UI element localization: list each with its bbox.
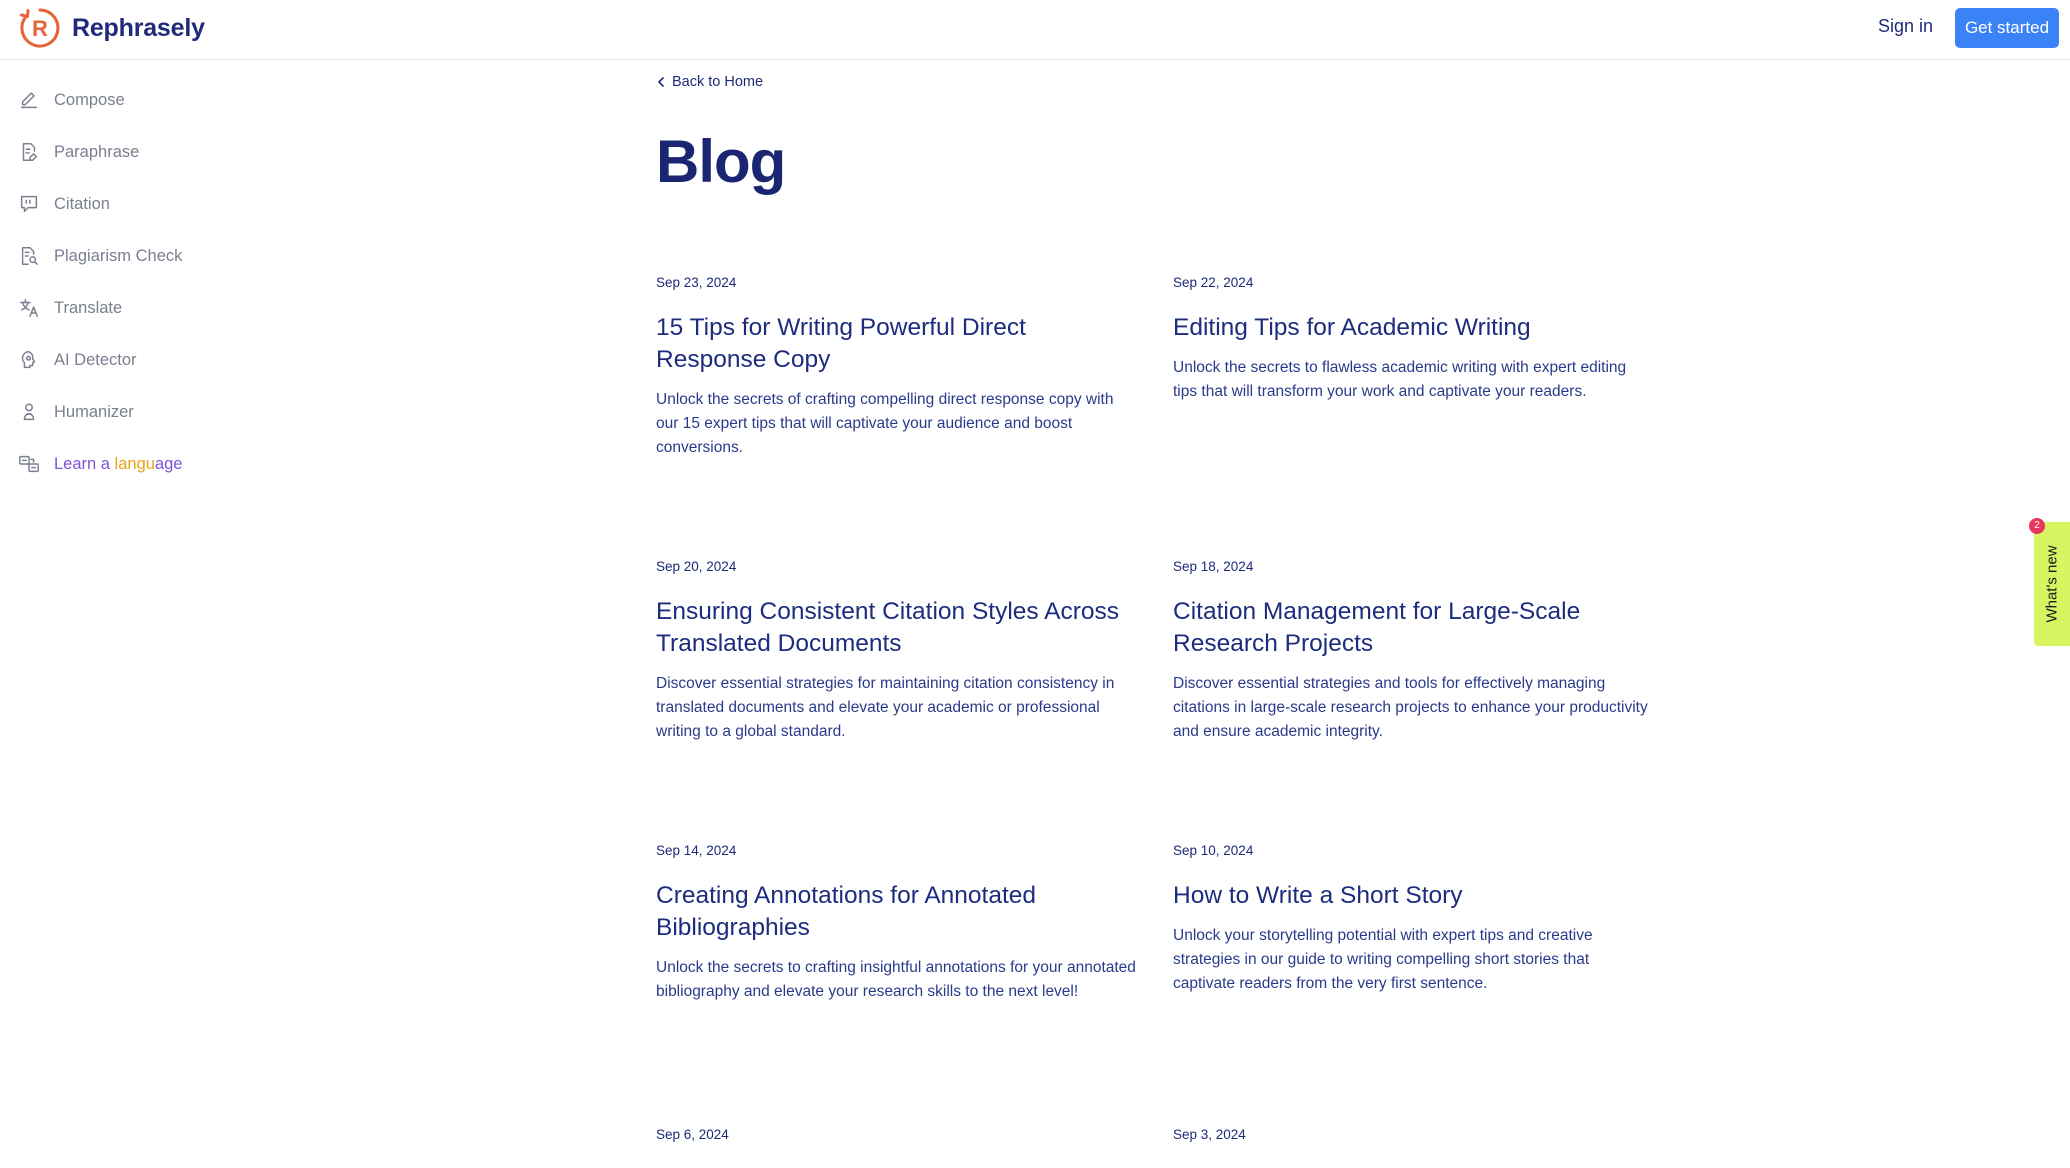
svg-text:R: R — [32, 16, 48, 41]
language-cards-icon — [18, 453, 40, 475]
post-date: Sep 18, 2024 — [1173, 559, 1254, 574]
sidebar-item-label: Plagiarism Check — [54, 246, 183, 265]
sidebar-item-label: Citation — [54, 194, 110, 213]
blog-post-card[interactable] — [656, 843, 1136, 1004]
back-to-home-link[interactable] — [656, 74, 763, 90]
post-description: Unlock the secrets to crafting insightful annotations for your annotated bibliography and elevate your research skills to the next level! — [656, 959, 1136, 1000]
whats-new-tab[interactable] — [2034, 522, 2070, 646]
whats-new-label: What's new — [2043, 545, 2061, 623]
back-label: Back to Home — [672, 74, 764, 90]
post-description: Discover essential strategies for maintaining citation consistency in translated documents and elevate your academic or professional writing to a global standard. — [656, 675, 1115, 740]
logo-text: Rephrasely — [72, 13, 205, 42]
sidebar-item-label: Humanizer — [54, 402, 134, 421]
sidebar-item-plagiarism-check[interactable] — [18, 241, 182, 271]
blog-post-card[interactable] — [1173, 559, 1653, 744]
sidebar-item-humanizer[interactable] — [18, 397, 134, 427]
brain-icon — [18, 349, 40, 371]
sidebar-item-citation[interactable] — [18, 189, 110, 219]
post-date: Sep 6, 2024 — [656, 1127, 729, 1142]
quote-bubble-icon — [18, 193, 40, 215]
sidebar-item-ai-detector[interactable] — [18, 345, 137, 375]
post-title[interactable]: Creating Annotations for Annotated Bibliographies — [656, 882, 1037, 941]
post-title[interactable]: How to Write a Short Story — [1173, 882, 1463, 909]
sidebar-item-label: Compose — [54, 90, 125, 109]
blog-post-card[interactable] — [656, 559, 1136, 744]
humanizer-icon — [18, 401, 40, 423]
post-date: Sep 23, 2024 — [656, 275, 737, 290]
learn-label-part: age — [154, 454, 183, 473]
pencil-icon — [18, 89, 40, 111]
post-description: Discover essential strategies and tools for effectively managing citations in large-scale research projects to enhance your productivity and ensure academic integrity. — [1173, 675, 1648, 740]
sign-in-link[interactable]: Sign in — [1878, 16, 1934, 36]
sidebar-item-learn-a-language[interactable] — [18, 449, 182, 479]
post-date: Sep 3, 2024 — [1173, 1127, 1246, 1142]
get-started-button[interactable]: Get started — [1955, 8, 2059, 48]
translate-icon — [18, 297, 40, 319]
post-description: Unlock the secrets of crafting compelling direct response copy with our 15 expert tips that will captivate your audience and boost conversions. — [656, 391, 1114, 456]
top-header — [0, 0, 2070, 60]
page-title: Blog — [656, 128, 786, 195]
post-date: Sep 20, 2024 — [656, 559, 737, 574]
sidebar-item-label — [54, 455, 182, 474]
document-search-icon — [18, 245, 40, 267]
post-title[interactable]: Citation Management for Large-Scale Research Projects — [1173, 598, 1581, 657]
post-date: Sep 22, 2024 — [1173, 275, 1254, 290]
post-date: Sep 10, 2024 — [1173, 843, 1254, 858]
sidebar-item-paraphrase[interactable] — [18, 137, 139, 167]
post-title[interactable]: Ensuring Consistent Citation Styles Across Translated Documents — [656, 598, 1119, 657]
blog-post-card[interactable] — [1173, 275, 1653, 404]
logo[interactable] — [18, 6, 205, 50]
post-title[interactable]: Editing Tips for Academic Writing — [1173, 314, 1531, 341]
sidebar-item-compose[interactable] — [18, 85, 125, 115]
learn-label-part: Learn a — [54, 454, 115, 473]
sidebar-item-label: AI Detector — [54, 350, 137, 369]
chevron-left-icon — [656, 76, 666, 88]
learn-label-part: langu — [114, 454, 155, 473]
blog-post-card[interactable] — [656, 275, 1136, 460]
blog-post-card[interactable] — [1173, 1127, 1653, 1147]
post-description: Unlock your storytelling potential with expert tips and creative strategies in our guide to writing compelling short stories that captivate readers from the very first sentence. — [1173, 927, 1593, 992]
sidebar-item-label: Paraphrase — [54, 142, 140, 161]
document-edit-icon — [18, 141, 40, 163]
blog-post-card[interactable] — [1173, 843, 1653, 996]
post-title[interactable]: 15 Tips for Writing Powerful Direct Response Copy — [656, 314, 1026, 373]
sidebar-item-translate[interactable] — [18, 293, 122, 323]
post-date: Sep 14, 2024 — [656, 843, 737, 858]
post-description: Unlock the secrets to flawless academic writing with expert editing tips that will transform your work and captivate your readers. — [1173, 359, 1627, 400]
sidebar-item-label: Translate — [54, 298, 123, 317]
rephrasely-logo-icon — [18, 6, 62, 50]
notification-badge: 2 — [2029, 518, 2045, 534]
blog-post-card[interactable] — [656, 1127, 1136, 1147]
